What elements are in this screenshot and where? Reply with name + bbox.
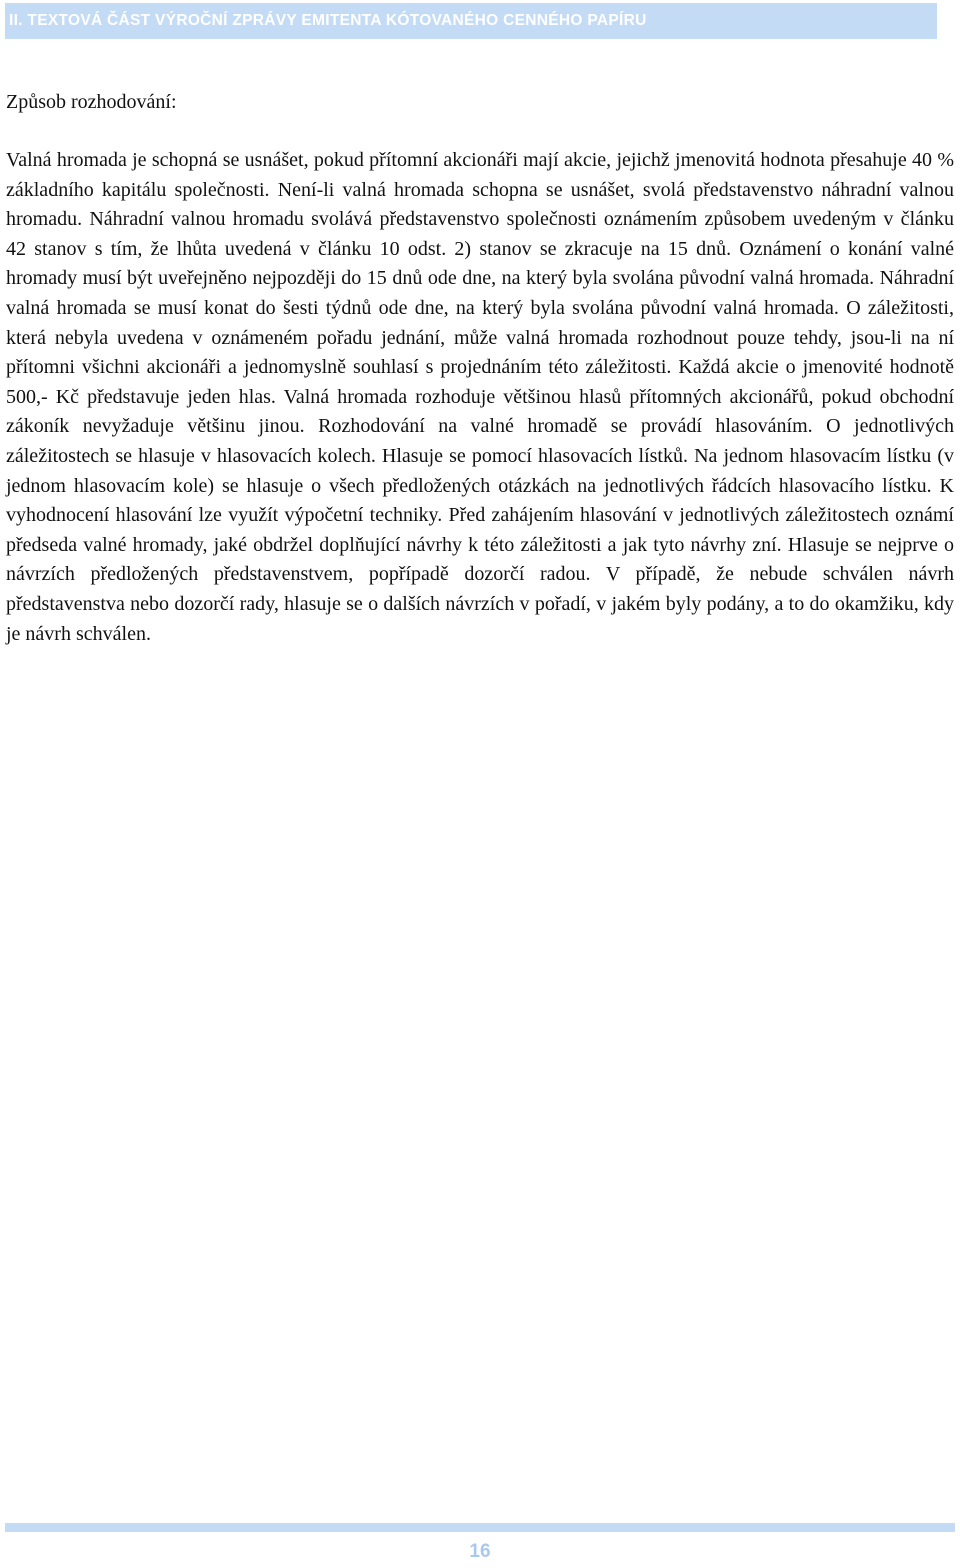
document-header-bar: [5, 3, 937, 39]
section-heading: Způsob rozhodování:: [6, 91, 177, 113]
document-header-title: II. TEXTOVÁ ČÁST VÝROČNÍ ZPRÁVY EMITENTA KÓTOVANÉHO CENNÉHO PAPÍRU: [9, 12, 647, 29]
footer-divider: [5, 1523, 955, 1532]
section-body-paragraph: Valná hromada je schopná se usnášet, pokud přítomní akcionáři mají akcie, jejichž jmenovitá hodnota přesahuje 40 % základního kapitálu společnosti. Není-li valná hromada schopna se usnášet, svolá představenstvo náhradní valnou hromadu. Náhradní valnou hromadu svolává představenstvo společnosti oznámením způsobem uvedeným v článku 42 stanov s tím, že lhůta uvedená v článku 10 odst. 2) stanov se zkracuje na 15 dnů. Oznámení o konání valné hromady musí být uveřejněno nejpozději do 15 dnů ode dne, na který byla svolána původní valná hromada. Náhradní valná hromada se musí konat do šesti týdnů ode dne, na který byla svolána původní valná hromada. O záležitosti, která nebyla uvedena v oznámeném pořadu jednání, může valná hromada rozhodnout pouze tehdy, jsou-li na ní přítomni všichni akcionáři a jednomyslně souhlasí s projednáním této záležitosti. Každá akcie o jmenovité hodnotě 500,- Kč představuje jeden hlas. Valná hromada rozhoduje většinou hlasů přítomných akcionářů, pokud obchodní zákoník nevyžaduje většinu jinou. Rozhodování na valné hromadě se provádí hlasováním. O jednotlivých záležitostech se hlasuje v hlasovacích kolech. Hlasuje se pomocí hlasovacích lístků. Na jednom hlasovacím lístku (v jednom hlasovacím kole) se hlasuje o všech předložených otázkách na jednotlivých řádcích hlasovacího lístku. K vyhodnocení hlasování lze využít výpočetní techniky. Před zahájením hlasování v jednotlivých záležitostech oznámí předseda valné hromady, jaké obdržel doplňující návrhy k této záležitosti a jak tyto návrhy zní. Hlasuje se nejprve o návrzích předložených představenstvem, popřípadě dozorčí radou. V případě, že nebude schválen návrh představenstva nebo dozorčí rady, hlasuje se o dalších návrzích v pořadí, v jakém byly podány, a to do okamžiku, kdy je návrh schválen.: [6, 149, 954, 645]
page-number: 16: [469, 1541, 491, 1562]
